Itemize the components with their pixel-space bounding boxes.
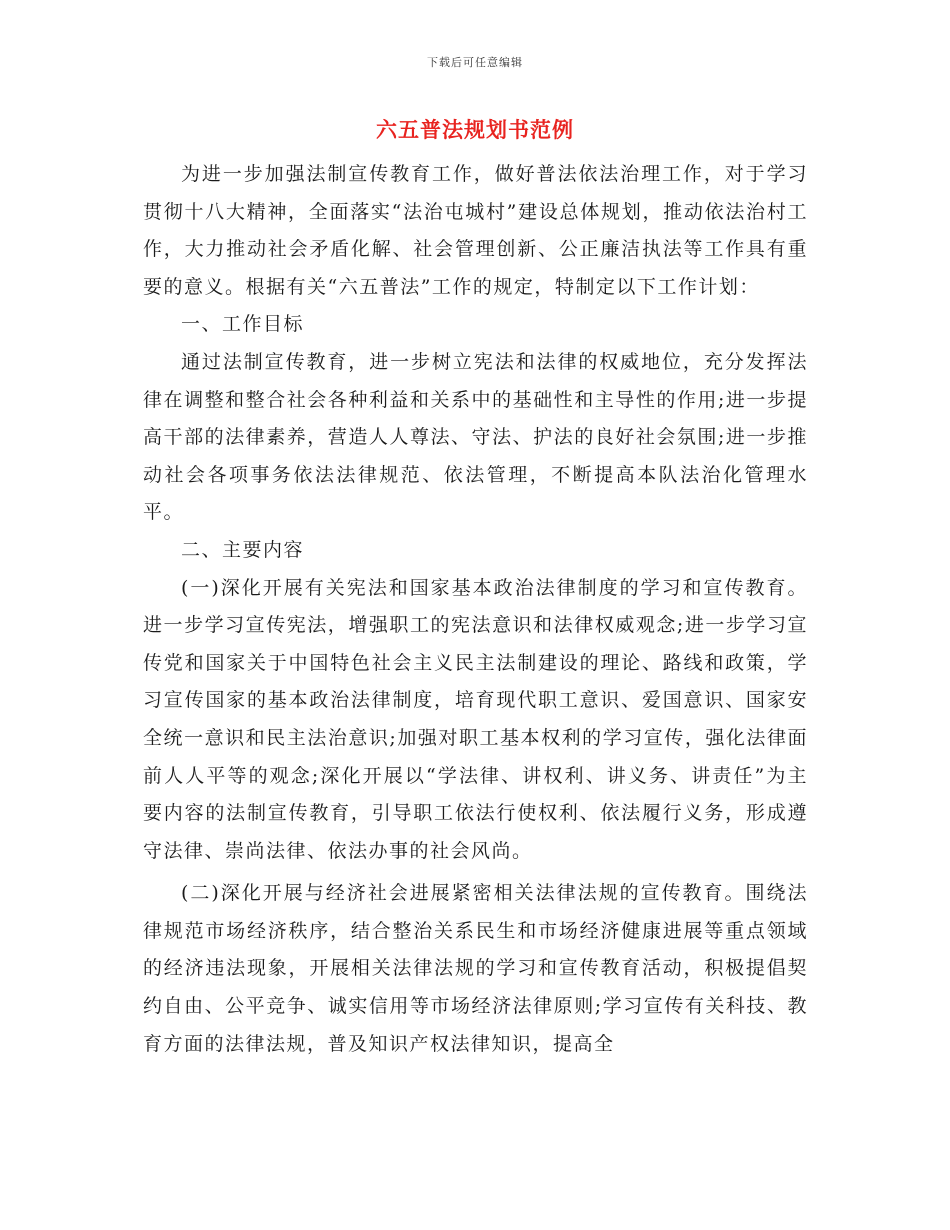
paragraph-intro: 为进一步加强法制宣传教育工作，做好普法依法治理工作，对于学习贯彻十八大精神，全面落实“法治屯城村”建设总体规划，推动依法治村工作，大力推动社会矛盾化解、社会管理创新、公正廉洁执法等工作具有重要的意义。根据有关“六五普法”工作的规定，特制定以下工作计划：	[143, 163, 808, 298]
document-title: 六五普法规划书范例	[376, 117, 574, 142]
section-heading-goals: 一、工作目标	[181, 313, 305, 336]
paragraph-content-2: (二)深化开展与经济社会进展紧密相关法律法规的宣传教育。围绕法律规范市场经济秩序，结合整治关系民生和市场经济健康进展等重点领域的经济违法现象，开展相关法律法规的学习和宣传教育活动，积极提倡契约自由、公平竞争、诚实信用等市场经济法律原则;学习宣传有关科技、教育方面的法律法规，普及知识产权法律知识，提高全	[143, 882, 808, 1055]
header-note: 下载后可任意编辑	[427, 56, 523, 69]
document-body	[143, 156, 808, 1063]
paragraph-content-1: (一)深化开展有关宪法和国家基本政治法律制度的学习和宣传教育。进一步学习宣传宪法，增强职工的宪法意识和法律权威观念;进一步学习宣传党和国家关于中国特色社会主义民主法制建设的理论、路线和政策，学习宣传国家的基本政治法律制度，培育现代职工意识、爱国意识、国家安全统一意识和民主法治意识;加强对职工基本权利的学习宣传，强化法律面前人人平等的观念;深化开展以“学法律、讲权利、讲义务、讲责任”为主要内容的法制宣传教育，引导职工依法行使权利、依法履行义务，形成遵守法律、崇尚法律、依法办事的社会风尚。	[143, 576, 808, 862]
paragraph-goals: 通过法制宣传教育，进一步树立宪法和法律的权威地位，充分发挥法律在调整和整合社会各种利益和关系中的基础性和主导性的作用;进一步提高干部的法律素养，营造人人尊法、守法、护法的良好社会氛围;进一步推动社会各项事务依法法律规范、依法管理，不断提高本队法治化管理水平。	[143, 350, 808, 524]
section-heading-content: 二、主要内容	[181, 538, 305, 561]
